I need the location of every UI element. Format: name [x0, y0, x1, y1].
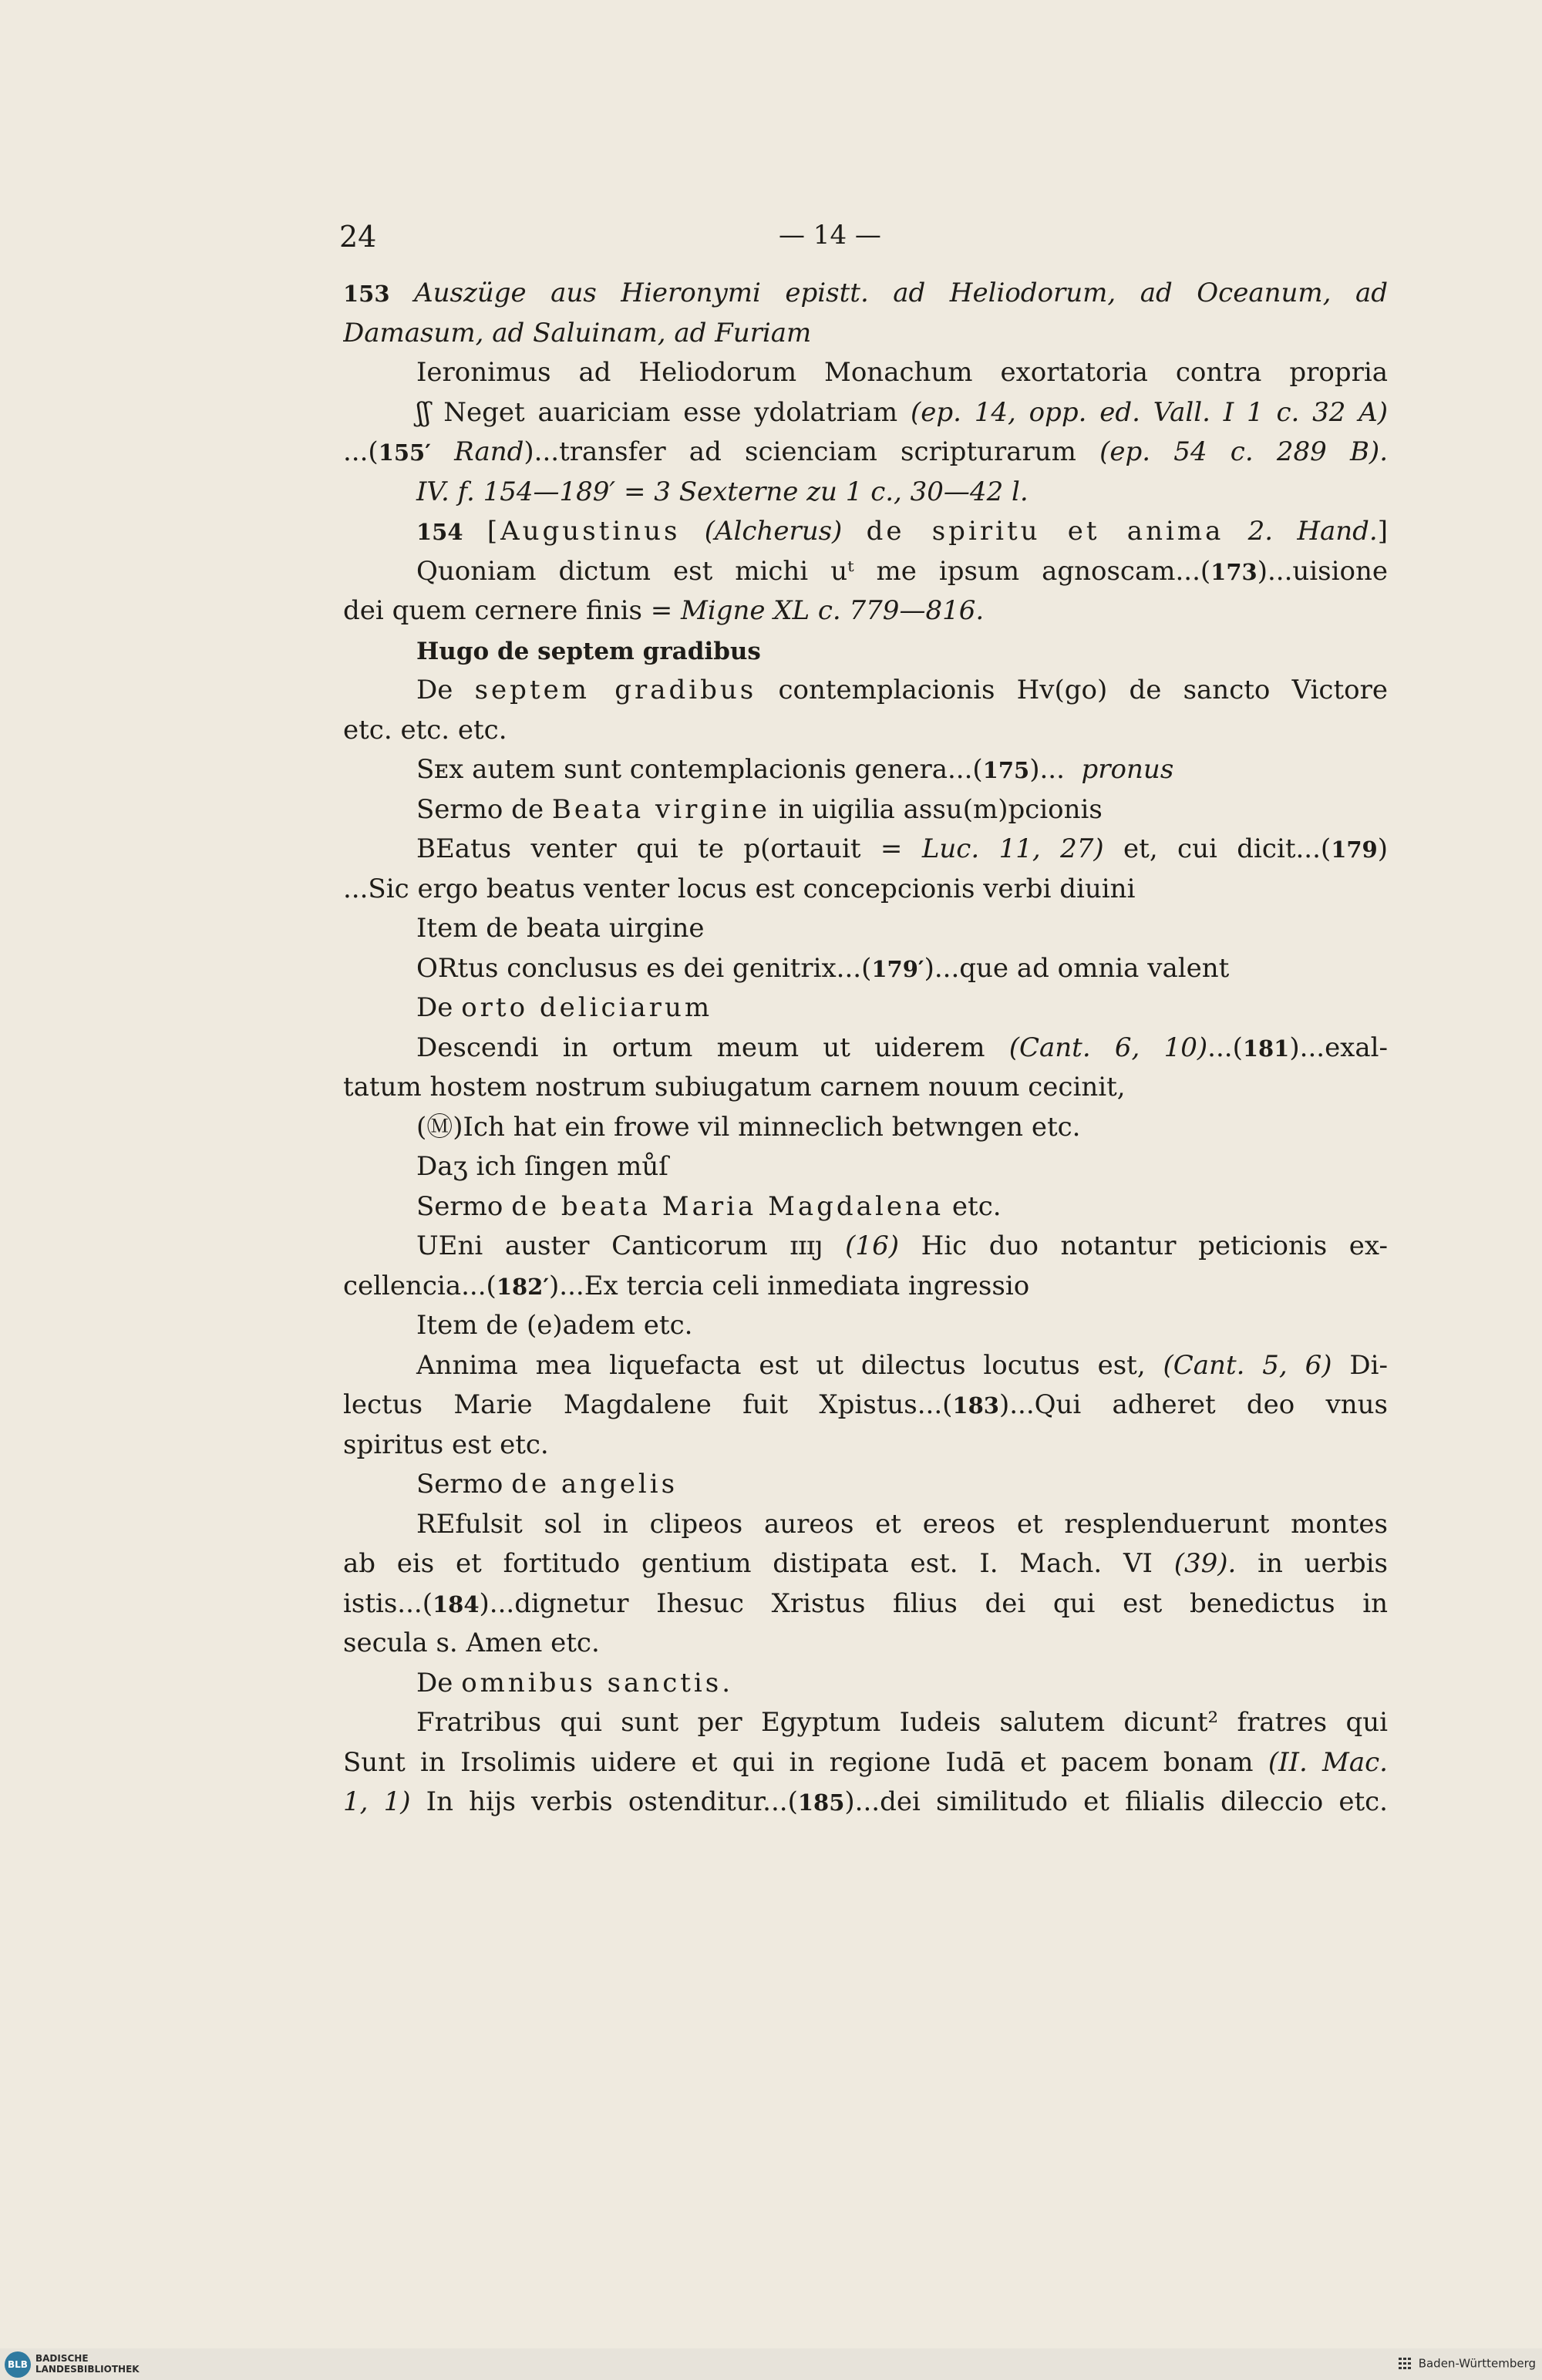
text-line: istis...(184)...dignetur Ihesuc Xristus filius dei qui est benedictus in — [343, 1587, 1388, 1619]
text-line: De orto deliciarum — [416, 992, 713, 1023]
text-line: REfulsit sol in clipeos aureos et ereos et resplenduerunt montes — [416, 1508, 1388, 1540]
text-line: Damasum, ad Saluinam, ad Furiam — [343, 317, 812, 348]
text-line: 1, 1) In hijs verbis ostenditur...(185)...dei similitudo et filialis dileccio etc. — [343, 1786, 1388, 1817]
blb-logo-icon: BLB — [5, 2351, 31, 2378]
text-line: etc. etc. etc. — [343, 714, 507, 746]
text-line: lectus Marie Magdalene fuit Xpistus...(183)...Qui adheret deo vnus — [343, 1389, 1388, 1420]
text-line: Sᴇx autem sunt contemplacionis genera...(175)... pronus — [416, 754, 1174, 785]
text-body — [343, 274, 1388, 1823]
text-line: (Ⓜ)Ich hat ein frowe vil minneclich betwngen etc. — [416, 1111, 1081, 1143]
text-line: cellencia...(182′)...Ex tercia celi inmediata ingressio — [343, 1270, 1030, 1301]
state-label-text: Baden-Württemberg — [1418, 2356, 1536, 2371]
text-line: tatum hostem nostrum subiugatum carnem nouum cecinit, — [343, 1072, 1126, 1102]
text-line: Daʒ ich ſingen můſ — [416, 1151, 668, 1182]
coat-of-arms-icon — [1397, 2356, 1414, 2372]
text-line: ...Sic ergo beatus venter locus est concepcionis verbi diuini — [343, 873, 1136, 904]
text-line: Item de beata uirgine — [416, 913, 705, 944]
page-header — [339, 220, 1388, 258]
text-line: Item de (e)adem etc. — [416, 1310, 693, 1341]
text-line: De omnibus sanctis. — [416, 1667, 734, 1698]
text-line: Sermo de beata Maria Magdalena etc. — [416, 1190, 1002, 1222]
text-line: ...(155′ Rand)...transfer ad scienciam scripturarum (ep. 54 c. 289 B). — [343, 436, 1388, 467]
text-line: dei quem cernere finis = Migne XL c. 779—816. — [343, 595, 985, 626]
text-line: Hugo de septem gradibus — [416, 637, 761, 665]
library-name-line1: BADISCHE — [35, 2353, 89, 2364]
library-name-line2: LANDESBIBLIOTHEK — [35, 2364, 140, 2375]
footer-bar — [0, 2348, 1542, 2380]
text-line: Descendi in ortum meum ut uiderem (Cant. 6, 10)...(181)...exal- — [416, 1032, 1388, 1063]
state-label — [1397, 2356, 1536, 2372]
library-name — [35, 2353, 140, 2375]
text-line: BEatus venter qui te p(ortauit = Luc. 11, 27) et, cui dicit...(179) — [416, 833, 1388, 864]
text-line: De septem gradibus contemplacionis Hv(go) de sancto Victore — [416, 675, 1388, 705]
text-line: Fratribus qui sunt per Egyptum Iudeis salutem dicunt² fratres qui — [416, 1707, 1388, 1738]
text-line: 154 [Augustinus (Alcherus) de spiritu et anima 2. Hand.] — [416, 516, 1388, 547]
text-line: Quoniam dictum est michi uᵗ me ipsum agnoscam...(173)...uisione — [416, 555, 1388, 587]
text-line: ab eis et fortitudo gentium distipata est. I. Mach. VI (39). in uerbis — [343, 1548, 1388, 1579]
text-line: Sermo de Beata virgine in uigilia assu(m)pcionis — [416, 793, 1103, 825]
text-line: Sermo de angelis — [416, 1469, 678, 1500]
text-line: Ieronimus ad Heliodorum Monachum exortatoria contra propria — [416, 357, 1388, 388]
text-line: Annima mea liquefacta est ut dilectus locutus est, (Cant. 5, 6) Di- — [416, 1349, 1388, 1381]
page-number-center: — 14 — — [779, 220, 881, 251]
text-line: spiritus est etc. — [343, 1429, 549, 1460]
text-line: ORtus conclusus es dei genitrix...(179′)...que ad omnia valent — [416, 952, 1230, 984]
text-line: UEni auster Canticorum ɪɪɪȷ (16) Hic duo notantur peticionis ex- — [416, 1230, 1388, 1261]
text-line: IV. f. 154—189′ = 3 Sexterne zu 1 c., 30—42 l. — [416, 476, 1029, 507]
page-number-left: 24 — [339, 220, 377, 254]
text-line: secula s. Amen etc. — [343, 1628, 600, 1658]
text-line: Sunt in Irsolimis uidere et qui in regione Iudā et pacem bonam (II. Mac. — [343, 1746, 1388, 1778]
text-line: 153 Auszüge aus Hieronymi epistt. ad Heliodorum, ad Oceanum, ad — [343, 278, 1388, 308]
text-line: ʃʃ Neget auariciam esse ydolatriam (ep. 14, opp. ed. Vall. I 1 c. 32 A) — [416, 396, 1388, 428]
